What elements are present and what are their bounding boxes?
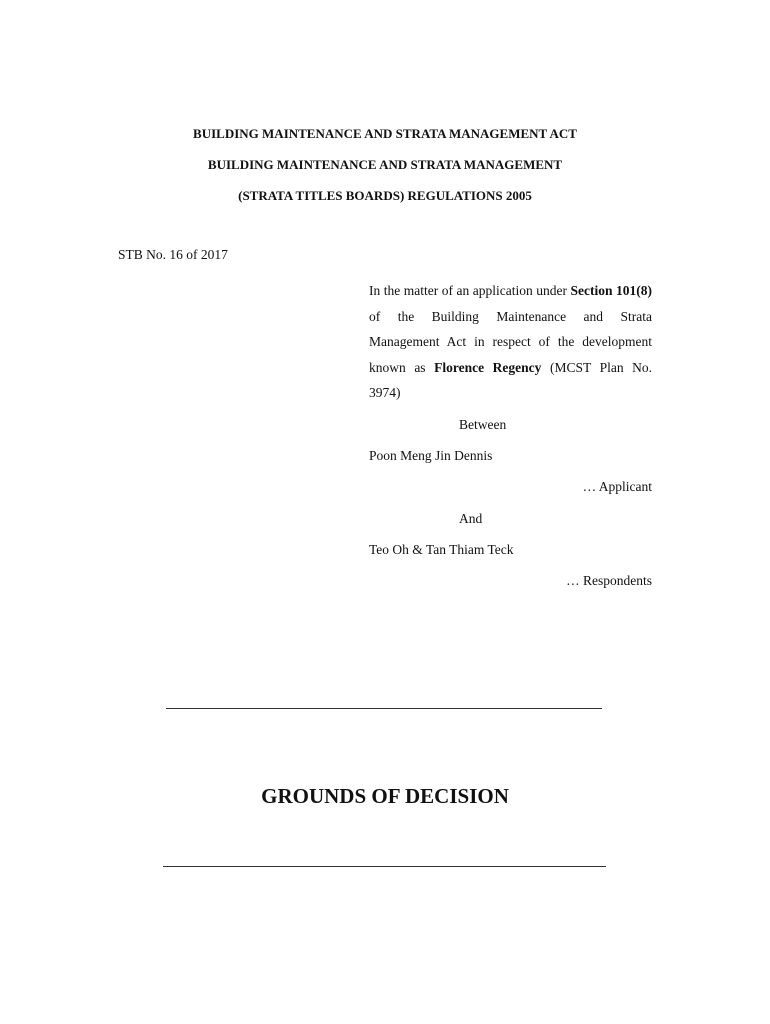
section-reference: Section 101(8) [570, 283, 652, 298]
document-title: GROUNDS OF DECISION [261, 784, 509, 808]
development-name: Florence Regency [434, 359, 542, 375]
applicant-name: Poon Meng Jin Dennis [369, 448, 493, 463]
act-title: BUILDING MAINTENANCE AND STRATA MANAGEMENT ACT [193, 126, 577, 141]
matter-text-2: of the Building Maintenance and Strata Management Act in respect of the development known as [369, 308, 652, 375]
bottom-divider [163, 866, 606, 867]
matter-text-3: (MCST Plan No. 3974) [369, 359, 653, 400]
matter-text-1: In the matter of an application under [369, 283, 571, 298]
respondent-name: Teo Oh & Tan Thiam Teck [369, 542, 514, 557]
and-label: And [459, 511, 483, 526]
applicant-role: … Applicant [582, 479, 652, 494]
case-number: STB No. 16 of 2017 [118, 247, 228, 262]
top-divider [166, 708, 602, 709]
regulations-title-line1: BUILDING MAINTENANCE AND STRATA MANAGEMENT [207, 157, 563, 172]
regulations-title-line2: (STRATA TITLES BOARDS) REGULATIONS 2005 [238, 188, 532, 203]
between-label: Between [459, 417, 507, 432]
respondent-role: … Respondents [566, 573, 652, 588]
matter-paragraph [369, 278, 652, 406]
